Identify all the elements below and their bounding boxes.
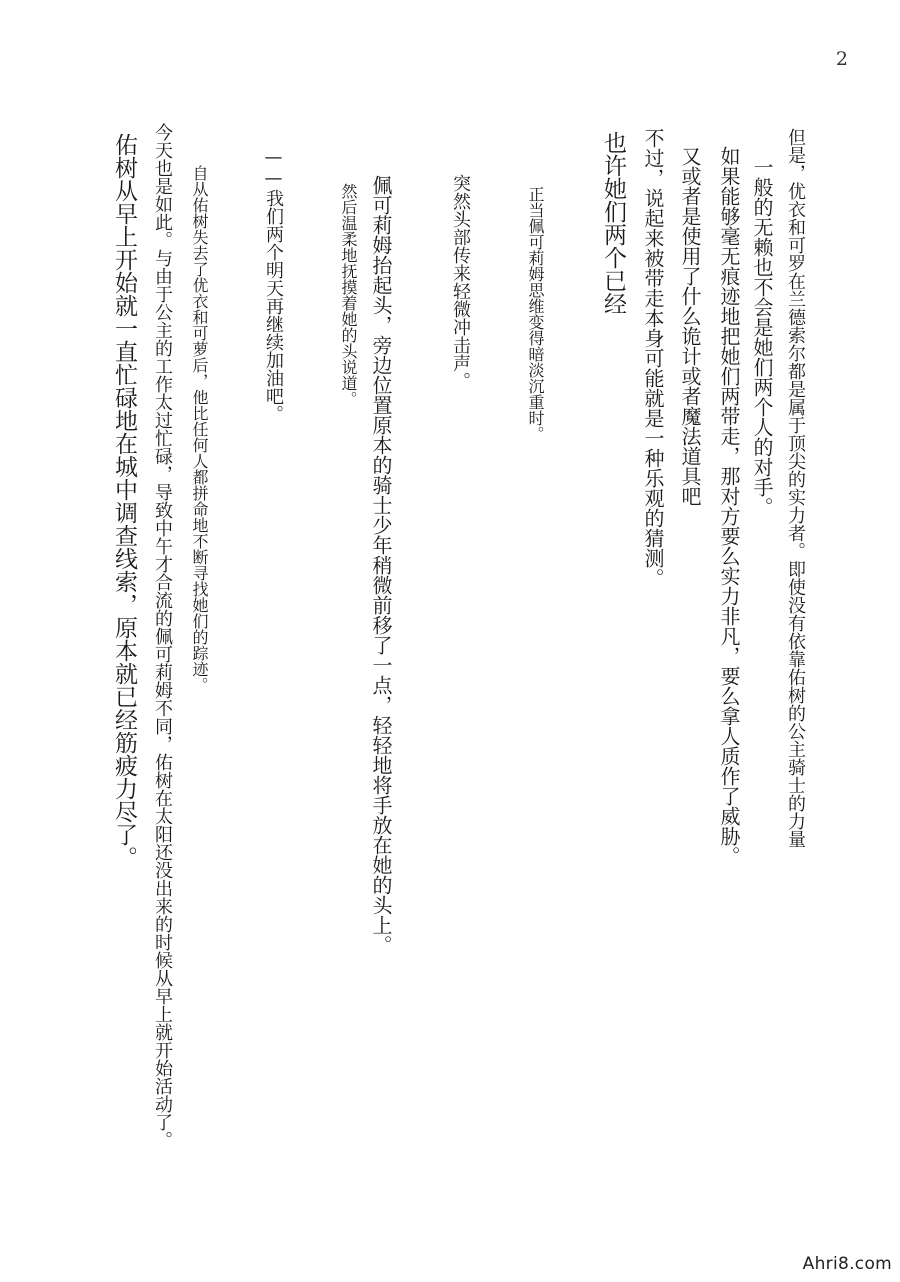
text-column-2: 一般的无赖也不会是她们两个人的对手。 <box>750 157 774 517</box>
text-column-10: 然后温柔地抚摸着她的头说道。 <box>339 183 358 407</box>
text-column-3: 如果能够毫无痕迹地把她们两带走，那对方要么实力非凡，要么拿人质作了威胁。 <box>717 146 741 866</box>
text-column-4: 又或者是使用了什么诡计或者魔法道具吧 <box>678 146 702 506</box>
page-number: 2 <box>835 48 848 70</box>
text-column-5: 不过，说起来被带走本身可能就是一种乐观的猜测。 <box>641 128 665 588</box>
text-column-9: 佩可莉姆抬起头，旁边位置原本的骑士少年稍微前移了一点，轻轻地将手放在她的头上。 <box>369 175 393 955</box>
text-column-14: 佑树从早上开始就一直忙碌地在城中调查线索，原本就已经筋疲力尽了。 <box>111 133 137 869</box>
text-column-13: 今天也是如此。与由于公主的工作太过忙碌，导致中午才合流的佩可莉姆不同，佑树在太阳还没出来的时候从早上就开始活动了。 <box>152 123 173 1149</box>
text-column-6: 也许她们两个已经 <box>600 131 626 315</box>
text-column-12: 自从佑树失去了优衣和可萝后，他比任何人都拼命地不断寻找她们的踪迹。 <box>190 165 209 693</box>
text-column-7: 正当佩可莉姆思维变得暗淡沉重时。 <box>526 186 545 442</box>
text-column-11: ——我们两个明天再继续加油吧。 <box>263 147 284 423</box>
text-column-1: 但是，优衣和可罗在兰德索尔都是属于顶尖的实力者。即使没有依靠佑树的公主骑士的力量 <box>785 128 806 848</box>
text-column-8: 突然头部传来轻微冲击声。 <box>450 174 471 390</box>
watermark: Ahri8.com <box>802 1254 892 1274</box>
